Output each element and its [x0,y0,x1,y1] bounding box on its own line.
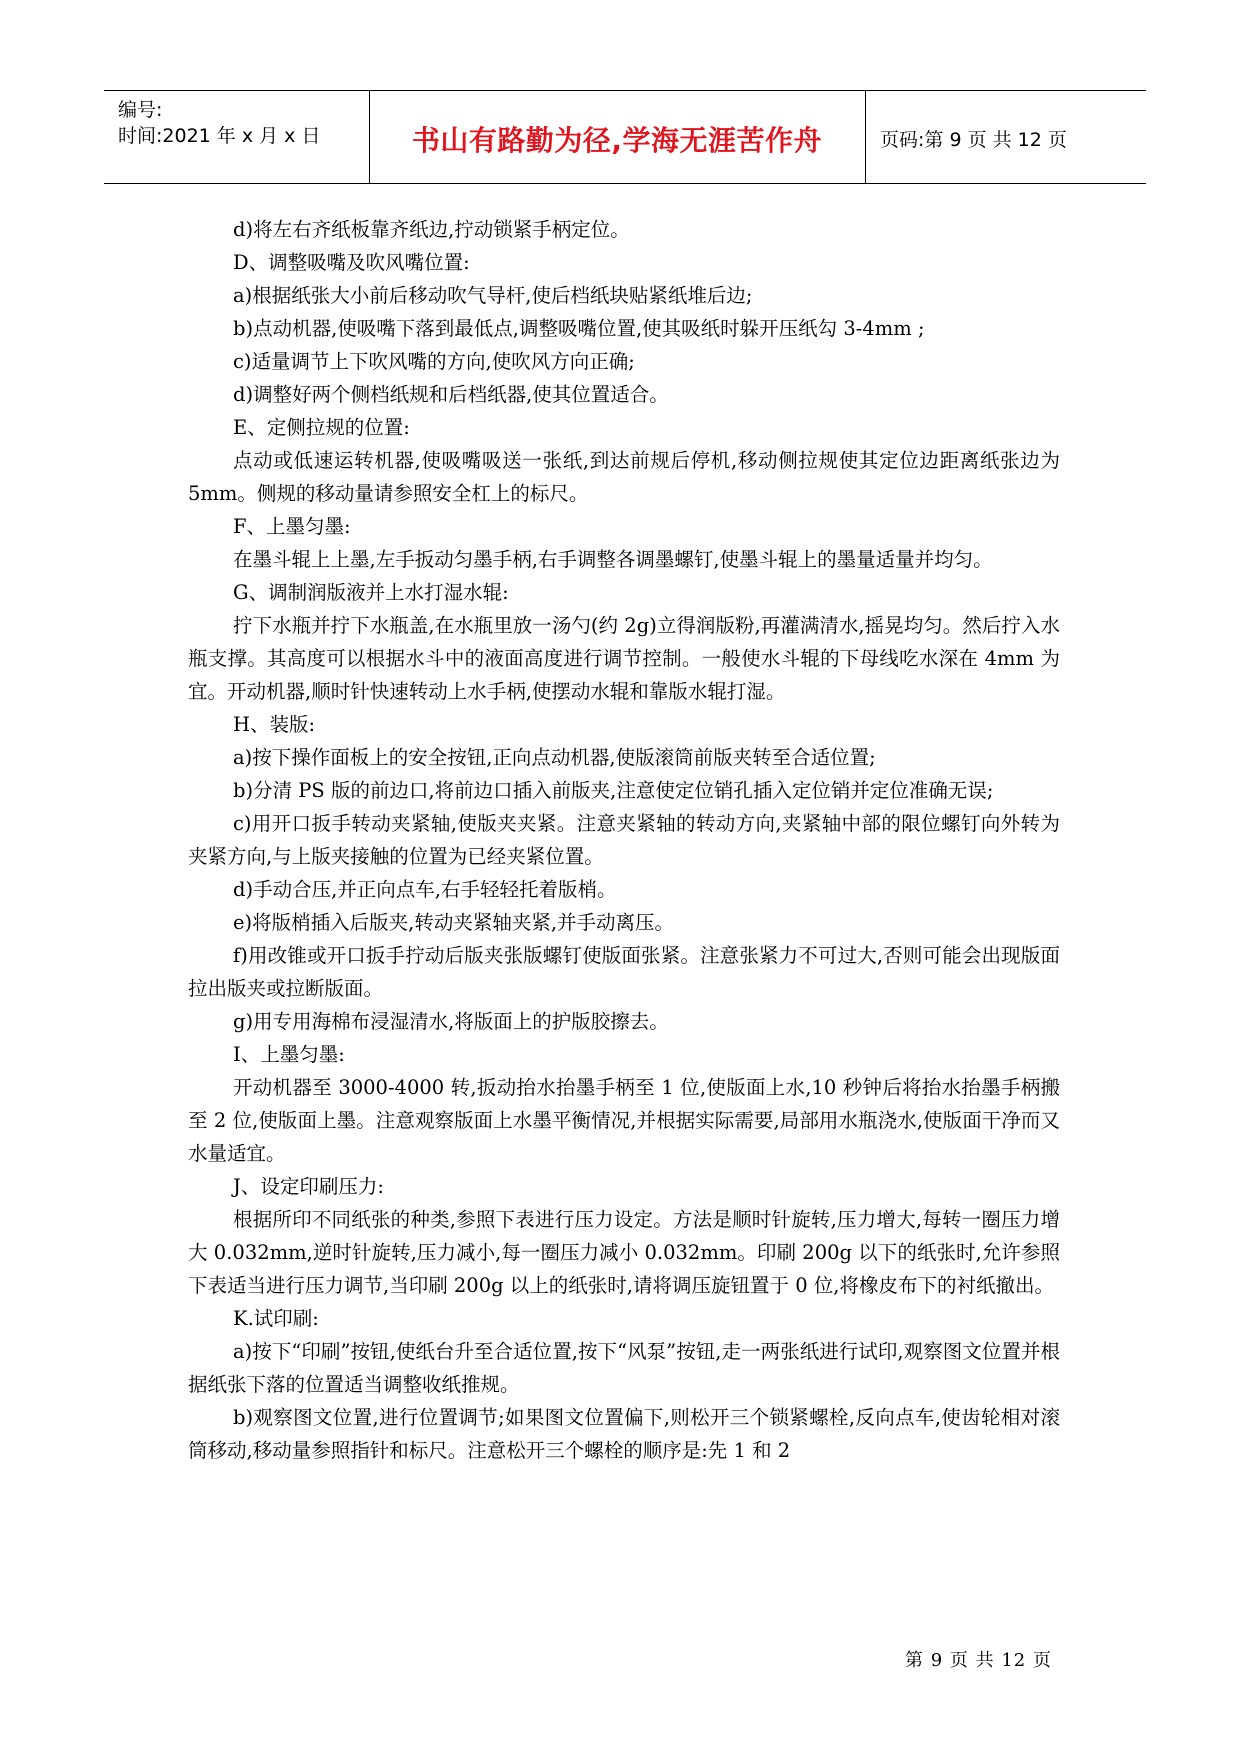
paragraph: g)用专用海棉布浸湿清水,将版面上的护版胶擦去。 [233,1010,669,1033]
paragraph: 根据所印不同纸张的种类,参照下表进行压力设定。方法是顺时针旋转,压力增大,每转一圈压力增大 0.032mm,逆时针旋转,压力减小,每一圈压力减小 0.032mm。印刷 200g 以下的纸张时,允许参照下表适当进行压力调节,当印刷 200g 以上的纸张时,请将调压旋钮置于 0 位,将橡皮布下的衬纸撤出。 [188,1208,1060,1297]
header-left-cell [104,91,370,183]
document-time-label: 时间:2021 年 x 月 x 日 [118,125,321,147]
paragraph: 拧下水瓶并拧下水瓶盖,在水瓶里放一汤勺(约 2g)立得润版粉,再灌满清水,摇晃均匀。然后拧入水瓶支撑。其高度可以根据水斗中的液面高度进行调节控制。一般使水斗辊的下母线吃水深在 4mm 为宜。开动机器,顺时针快速转动上水手柄,使摆动水辊和靠版水辊打湿。 [188,614,1060,703]
paragraph: d)调整好两个侧档纸规和后档纸器,使其位置适合。 [233,383,669,406]
section-heading: J、设定印刷压力: [233,1175,384,1198]
paragraph: d)手动合压,并正向点车,右手轻轻托着版梢。 [233,878,617,901]
paragraph: b)观察图文位置,进行位置调节;如果图文位置偏下,则松开三个锁紧螺栓,反向点车,使齿轮相对滚筒移动,移动量参照指针和标尺。注意松开三个螺栓的顺序是:先 1 和 2 [188,1406,1060,1462]
section-heading: K.试印刷: [233,1307,319,1330]
paragraph: f)用改锥或开口扳手拧动后版夹张版螺钉使版面张紧。注意张紧力不可过大,否则可能会出现版面拉出版夹或拉断版面。 [188,944,1060,1000]
paragraph: 点动或低速运转机器,使吸嘴吸送一张纸,到达前规后停机,移动侧拉规使其定位边距离纸张边为 5mm。侧规的移动量请参照安全杠上的标尺。 [188,449,1060,505]
document-body [188,213,1060,1467]
paragraph: 开动机器至 3000-4000 转,扳动抬水抬墨手柄至 1 位,使版面上水,10 秒钟后将抬水抬墨手柄搬至 2 位,使版面上墨。注意观察版面上水墨平衡情况,并根据实际需要,局部用水瓶浇水,使版面干净而又水量适宜。 [188,1076,1060,1165]
paragraph: e)将版梢插入后版夹,转动夹紧轴夹紧,并手动离压。 [233,911,675,934]
section-heading: E、定侧拉规的位置: [233,416,410,439]
paragraph: b)分清 PS 版的前边口,将前边口插入前版夹,注意使定位销孔插入定位销并定位准确无误; [233,779,994,802]
paragraph: a)按下“印刷”按钮,使纸台升至合适位置,按下“风泵”按钮,走一两张纸进行试印,观察图文位置并根据纸张下落的位置适当调整收纸推规。 [188,1340,1060,1396]
section-heading: H、装版: [233,713,316,736]
paragraph: a)根据纸张大小前后移动吹气导杆,使后档纸块贴紧纸堆后边; [233,284,753,307]
header-page-label: 页码:第 9 页 共 12 页 [880,129,1067,151]
paragraph: b)点动机器,使吸嘴下落到最低点,调整吸嘴位置,使其吸纸时躲开压纸勾 3-4mm ; [233,317,925,340]
paragraph: d)将左右齐纸板靠齐纸边,拧动锁紧手柄定位。 [233,218,630,241]
section-heading: I、上墨匀墨: [233,1043,345,1066]
page-header [104,90,1146,184]
section-heading: D、调整吸嘴及吹风嘴位置: [233,251,470,274]
document-number-label: 编号: [118,99,163,121]
section-heading: G、调制润版液并上水打湿水辊: [233,581,509,604]
header-motto: 书山有路勤为径,学海无涯苦作舟 [411,124,823,157]
header-right-cell [866,91,1146,183]
paragraph: a)按下操作面板上的安全按钮,正向点动机器,使版滚筒前版夹转至合适位置; [233,746,876,769]
paragraph: c)用开口扳手转动夹紧轴,使版夹夹紧。注意夹紧轴的转动方向,夹紧轴中部的限位螺钉向外转为夹紧方向,与上版夹接触的位置为已经夹紧位置。 [188,812,1060,868]
paragraph: c)适量调节上下吹风嘴的方向,使吹风方向正确; [233,350,635,373]
header-middle-cell [369,91,866,183]
paragraph: 在墨斗辊上上墨,左手扳动匀墨手柄,右手调整各调墨螺钉,使墨斗辊上的墨量适量并均匀。 [233,548,993,571]
page-footer: 第 9 页 共 12 页 [905,1650,1052,1671]
section-heading: F、上墨匀墨: [233,515,351,538]
